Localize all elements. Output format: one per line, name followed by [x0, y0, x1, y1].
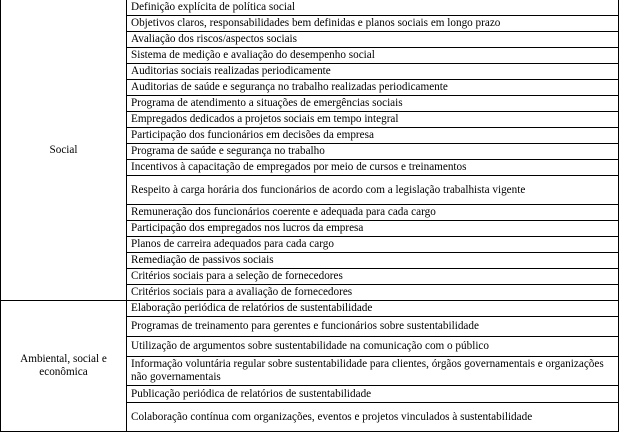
criterion-cell: Participação dos funcionários em decisões da empresa [127, 128, 619, 144]
criterion-cell: Avaliação dos riscos/aspectos sociais [127, 32, 619, 48]
criterion-cell: Incentivos à capacitação de empregados por meio de cursos e treinamentos [127, 160, 619, 176]
criterion-cell: Utilização de argumentos sobre sustentabilidade na comunicação com o público [127, 337, 619, 357]
criterion-cell: Auditorias de saúde e segurança no trabalho realizadas periodicamente [127, 80, 619, 96]
criterion-cell: Participação dos empregados nos lucros da empresa [127, 221, 619, 237]
criterion-cell: Informação voluntária regular sobre sustentabilidade para clientes, órgãos governamentais e organizações não governamentais [127, 357, 619, 386]
criterion-cell: Remuneração dos funcionários coerente e adequada para cada cargo [127, 205, 619, 221]
criterion-cell: Critérios sociais para a avaliação de fornecedores [127, 285, 619, 301]
criteria-table-body [1, 0, 619, 432]
category-cell: Ambiental, social e econômica [1, 301, 127, 432]
criterion-cell: Empregados dedicados a projetos sociais em tempo integral [127, 112, 619, 128]
criterion-cell: Programa de saúde e segurança no trabalho [127, 144, 619, 160]
table-row [1, 0, 619, 16]
criterion-cell: Respeito à carga horária dos funcionários de acordo com a legislação trabalhista vigente [127, 176, 619, 205]
criterion-cell: Programas de treinamento para gerentes e funcionários sobre sustentabilidade [127, 317, 619, 337]
criterion-cell: Planos de carreira adequados para cada cargo [127, 237, 619, 253]
criterion-cell: Sistema de medição e avaliação do desempenho social [127, 48, 619, 64]
criterion-cell: Definição explícita de política social [127, 0, 619, 16]
table-row [1, 301, 619, 317]
criterion-cell: Auditorias sociais realizadas periodicamente [127, 64, 619, 80]
criterion-cell: Colaboração contínua com organizações, eventos e projetos vinculados à sustentabilidade [127, 403, 619, 432]
criterion-cell: Publicação periódica de relatórios de sustentabilidade [127, 386, 619, 403]
criterion-cell: Remediação de passivos sociais [127, 253, 619, 269]
criterion-cell: Objetivos claros, responsabilidades bem definidas e planos sociais em longo prazo [127, 16, 619, 32]
criterion-cell: Programa de atendimento a situações de emergências sociais [127, 96, 619, 112]
criterion-cell: Critérios sociais para a seleção de fornecedores [127, 269, 619, 285]
criterion-cell: Elaboração periódica de relatórios de sustentabilidade [127, 301, 619, 317]
category-cell: Social [1, 0, 127, 301]
